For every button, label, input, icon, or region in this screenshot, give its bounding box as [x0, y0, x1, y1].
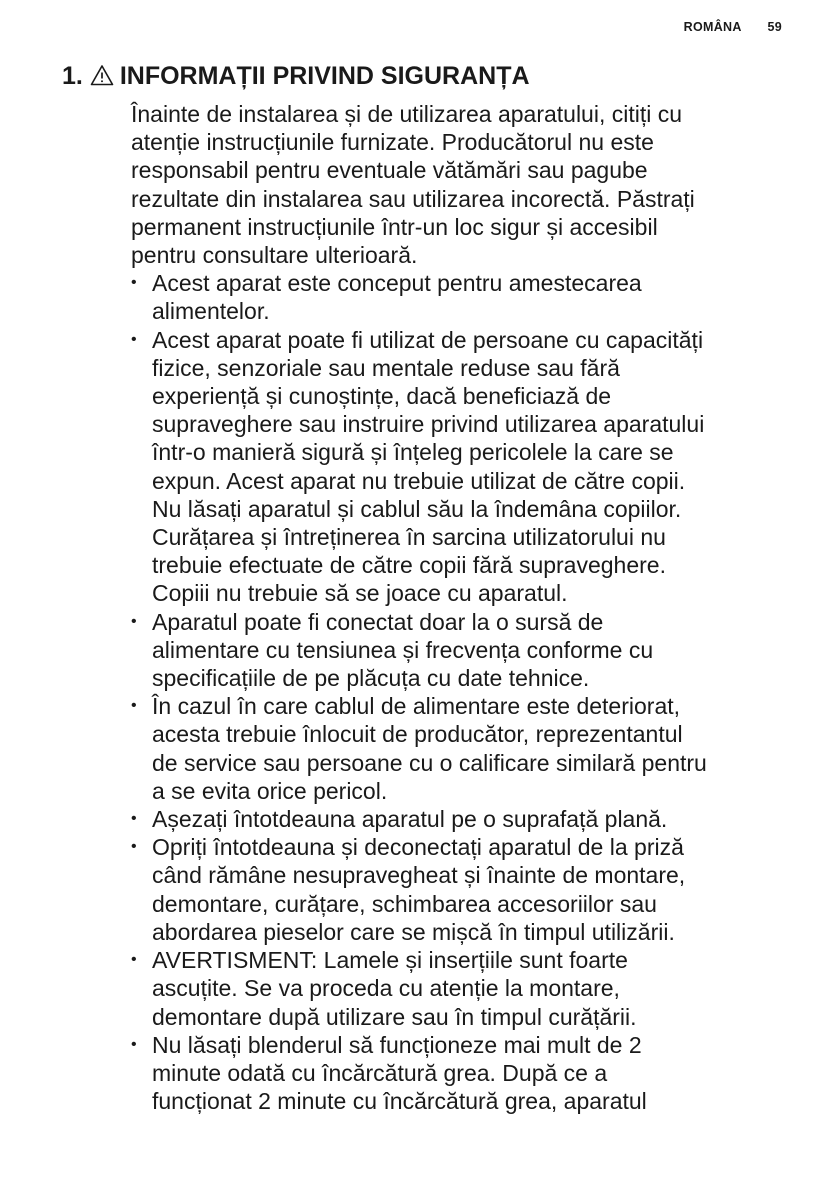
safety-content	[131, 100, 791, 1115]
list-item-text: Acest aparat este conceput pentru amestecarea alimentelor.	[152, 270, 642, 325]
bullet-icon: •	[131, 810, 137, 828]
section-number: 1.	[62, 62, 83, 90]
list-item-text: Acest aparat poate fi utilizat de persoane cu capacități fizice, senzoriale sau mentale reduse sau fără experiență și cunoștințe, dacă beneficiază de supraveghere sau instruire privind utilizarea aparatului într-o manieră sigură și înțeleg pericolele la care se expun. Acest aparat nu trebuie utilizat de către copii. Nu lăsați aparatul și cablul său la îndemâna copiilor. Curățarea și întreținerea în sarcina utilizatorului nu trebuie efectuate de către copii fără supraveghere. Copiii nu trebuie să se joace cu aparatul.	[152, 326, 705, 607]
page-header	[684, 20, 782, 34]
list-item	[131, 326, 791, 608]
safety-list	[131, 269, 791, 1115]
intro-paragraph: Înainte de instalarea și de utilizarea aparatului, citiți cu atenție instrucțiunile furnizate. Producătorul nu este responsabil pentru eventuale vătămări sau pagube rezultate din instalarea sau utilizarea incorectă. Păstrați permanent instrucțiunile într-un loc sigur și accesibil pentru consultare ulterioară.	[131, 101, 695, 269]
section-title-text: INFORMAȚII PRIVIND SIGURANȚA	[119, 62, 530, 90]
section-title	[62, 60, 530, 92]
bullet-icon: •	[131, 697, 137, 715]
list-item-text: Nu lăsați blenderul să funcționeze mai mult de 2 minute odată cu încărcătură grea. După ce a funcționat 2 minute cu încărcătură grea, aparatul	[152, 1031, 647, 1115]
list-item-text: Opriți întotdeauna și deconectați aparatul de la priză când rămâne nesupravegheat și înainte de montare, demontare, curățare, schimbarea accesoriilor sau abordarea pieselor care se mișcă în timpul utilizării.	[152, 834, 686, 945]
list-item-text: În cazul în care cablul de alimentare este deteriorat, acesta trebuie înlocuit de producător, reprezentantul de service sau persoane cu o calificare similară pentru a se evita orice pericol.	[152, 693, 707, 804]
bullet-icon: •	[131, 838, 137, 856]
bullet-icon: •	[131, 612, 137, 630]
list-item	[131, 833, 791, 946]
list-item-text: Aparatul poate fi conectat doar la o sursă de alimentare cu tensiunea și frecvența conforme cu specificațiile de pe plăcuța cu date tehnice.	[152, 608, 654, 692]
bullet-icon: •	[131, 274, 137, 292]
list-item	[131, 608, 791, 693]
bullet-icon: •	[131, 1035, 137, 1053]
list-item	[131, 692, 791, 805]
warning-triangle-icon	[90, 64, 114, 86]
list-item	[131, 269, 791, 325]
list-item-text: Așezați întotdeauna aparatul pe o suprafață plană.	[152, 806, 668, 833]
header-language: ROMÂNA	[683, 20, 742, 34]
bullet-icon: •	[131, 951, 137, 969]
list-item	[131, 1031, 791, 1116]
list-item	[131, 946, 791, 1031]
list-item	[131, 805, 791, 833]
page-number: 59	[767, 20, 782, 34]
list-item-text: AVERTISMENT: Lamele și inserțiile sunt foarte ascuțite. Se va proceda cu atenție la montare, demontare după utilizare sau în timpul curățării.	[152, 947, 637, 1030]
bullet-icon: •	[131, 330, 137, 348]
